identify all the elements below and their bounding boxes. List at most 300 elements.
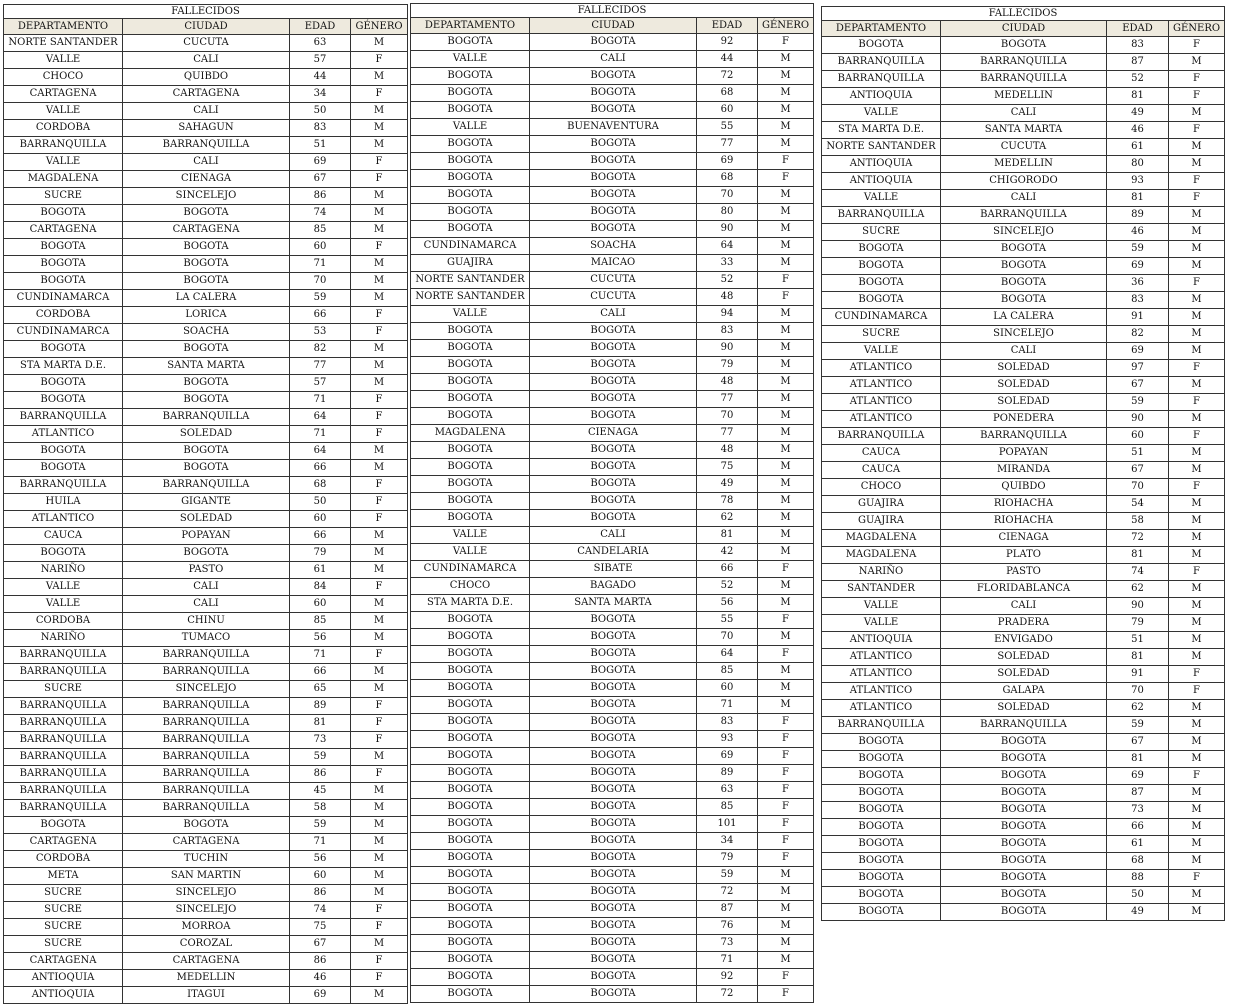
cell-genero: M: [351, 69, 408, 86]
table-row: [411, 34, 814, 51]
table-row: [411, 340, 814, 357]
cell-departamento: BOGOTA: [411, 476, 530, 493]
cell-ciudad: SOLEDAD: [941, 700, 1107, 717]
cell-edad: 62: [1107, 700, 1169, 717]
table-row: [822, 870, 1225, 887]
cell-ciudad: BOGOTA: [530, 816, 697, 833]
cell-edad: 60: [697, 102, 758, 119]
cell-departamento: BOGOTA: [411, 102, 530, 119]
cell-departamento: VALLE: [822, 598, 941, 615]
cell-genero: M: [351, 528, 408, 545]
cell-edad: 67: [1107, 377, 1169, 394]
cell-departamento: HUILA: [4, 494, 123, 511]
cell-departamento: CORDOBA: [4, 120, 123, 137]
cell-departamento: BOGOTA: [411, 340, 530, 357]
cell-departamento: BARRANQUILLA: [4, 409, 123, 426]
cell-genero: M: [351, 205, 408, 222]
table-row: [822, 564, 1225, 581]
cell-edad: 93: [1107, 173, 1169, 190]
cell-edad: 48: [697, 442, 758, 459]
table-row: [4, 324, 408, 341]
cell-departamento: MAGDALENA: [822, 547, 941, 564]
cell-genero: F: [758, 170, 814, 187]
table-row: [4, 205, 408, 222]
cell-ciudad: BARRANQUILLA: [123, 698, 290, 715]
cell-edad: 52: [697, 578, 758, 595]
cell-departamento: VALLE: [4, 596, 123, 613]
cell-ciudad: BARRANQUILLA: [941, 717, 1107, 734]
cell-departamento: BOGOTA: [822, 275, 941, 292]
cell-genero: F: [351, 324, 408, 341]
cell-departamento: BOGOTA: [411, 663, 530, 680]
cell-genero: M: [758, 102, 814, 119]
cell-departamento: BARRANQUILLA: [822, 717, 941, 734]
table-row: [411, 255, 814, 272]
cell-ciudad: SOACHA: [123, 324, 290, 341]
cell-edad: 81: [1107, 88, 1169, 105]
table-row: [4, 443, 408, 460]
cell-departamento: BOGOTA: [411, 408, 530, 425]
cell-genero: M: [758, 493, 814, 510]
cell-edad: 60: [290, 511, 351, 528]
cell-edad: 69: [1107, 768, 1169, 785]
table-title: FALLECIDOS: [822, 7, 1225, 21]
table-row: [411, 102, 814, 119]
cell-ciudad: QUIBDO: [941, 479, 1107, 496]
cell-genero: M: [758, 442, 814, 459]
cell-genero: M: [1169, 411, 1225, 428]
cell-genero: M: [1169, 904, 1225, 921]
cell-departamento: VALLE: [4, 52, 123, 69]
cell-departamento: BARRANQUILLA: [4, 732, 123, 749]
cell-edad: 71: [290, 392, 351, 409]
cell-ciudad: BOGOTA: [530, 986, 697, 1003]
cell-genero: M: [758, 187, 814, 204]
cell-departamento: NORTE SANTANDER: [411, 289, 530, 306]
cell-edad: 66: [697, 561, 758, 578]
cell-genero: M: [758, 629, 814, 646]
cell-genero: M: [351, 749, 408, 766]
cell-genero: F: [351, 970, 408, 987]
cell-genero: F: [758, 850, 814, 867]
table-row: [411, 850, 814, 867]
cell-departamento: ANTIOQUIA: [822, 88, 941, 105]
table-row: [822, 326, 1225, 343]
cell-ciudad: LORICA: [123, 307, 290, 324]
table-row: [4, 460, 408, 477]
cell-ciudad: BARRANQUILLA: [941, 71, 1107, 88]
table-row: [822, 258, 1225, 275]
cell-edad: 57: [290, 375, 351, 392]
table-row: [4, 409, 408, 426]
cell-genero: M: [1169, 887, 1225, 904]
cell-genero: M: [758, 578, 814, 595]
cell-ciudad: GALAPA: [941, 683, 1107, 700]
cell-departamento: NARIÑO: [822, 564, 941, 581]
col-header-departamento: DEPARTAMENTO: [411, 18, 530, 34]
table-row: [411, 714, 814, 731]
table-row: [4, 528, 408, 545]
cell-edad: 71: [290, 256, 351, 273]
cell-edad: 79: [697, 357, 758, 374]
cell-edad: 79: [290, 545, 351, 562]
cell-genero: F: [351, 511, 408, 528]
cell-genero: M: [758, 238, 814, 255]
cell-departamento: VALLE: [4, 154, 123, 171]
cell-ciudad: BOGOTA: [530, 374, 697, 391]
table-row: [411, 544, 814, 561]
cell-genero: F: [1169, 275, 1225, 292]
cell-ciudad: CARTAGENA: [123, 86, 290, 103]
fallecidos-table-2: [410, 3, 814, 1003]
table-row: [4, 256, 408, 273]
cell-ciudad: BARRANQUILLA: [123, 766, 290, 783]
cell-ciudad: BAGADO: [530, 578, 697, 595]
table-row: [411, 680, 814, 697]
cell-departamento: BARRANQUILLA: [4, 698, 123, 715]
cell-departamento: MAGDALENA: [411, 425, 530, 442]
cell-edad: 71: [290, 647, 351, 664]
cell-genero: M: [351, 443, 408, 460]
table-row: [411, 391, 814, 408]
cell-ciudad: BOGOTA: [530, 765, 697, 782]
cell-ciudad: CARTAGENA: [123, 953, 290, 970]
cell-departamento: SUCRE: [4, 885, 123, 902]
fallecidos-table-3: [821, 6, 1225, 921]
cell-ciudad: BARRANQUILLA: [123, 749, 290, 766]
cell-departamento: BOGOTA: [822, 751, 941, 768]
table-row: [4, 817, 408, 834]
cell-ciudad: TUCHIN: [123, 851, 290, 868]
cell-genero: M: [1169, 819, 1225, 836]
cell-departamento: VALLE: [822, 615, 941, 632]
table-row: [4, 426, 408, 443]
table-row: [411, 119, 814, 136]
cell-departamento: BOGOTA: [4, 392, 123, 409]
cell-departamento: SUCRE: [4, 936, 123, 953]
header-row: [822, 21, 1225, 37]
cell-ciudad: BOGOTA: [941, 819, 1107, 836]
cell-edad: 82: [1107, 326, 1169, 343]
cell-departamento: BOGOTA: [411, 680, 530, 697]
table-row: [411, 510, 814, 527]
table-row: [411, 187, 814, 204]
cell-genero: F: [758, 986, 814, 1003]
cell-ciudad: MORROA: [123, 919, 290, 936]
cell-edad: 49: [1107, 904, 1169, 921]
cell-ciudad: SINCELEJO: [941, 326, 1107, 343]
cell-ciudad: BOGOTA: [941, 258, 1107, 275]
cell-departamento: BOGOTA: [411, 969, 530, 986]
table-row: [411, 289, 814, 306]
cell-ciudad: CALI: [123, 52, 290, 69]
cell-ciudad: BOGOTA: [530, 85, 697, 102]
cell-departamento: ATLANTICO: [822, 394, 941, 411]
cell-departamento: ATLANTICO: [822, 411, 941, 428]
cell-departamento: BOGOTA: [411, 136, 530, 153]
cell-ciudad: CALI: [941, 598, 1107, 615]
cell-genero: F: [758, 782, 814, 799]
cell-departamento: SUCRE: [822, 326, 941, 343]
cell-ciudad: BOGOTA: [123, 375, 290, 392]
cell-departamento: BARRANQUILLA: [4, 715, 123, 732]
cell-ciudad: BARRANQUILLA: [123, 137, 290, 154]
table-title: FALLECIDOS: [411, 4, 814, 18]
cell-edad: 44: [290, 69, 351, 86]
cell-edad: 79: [1107, 615, 1169, 632]
cell-genero: F: [758, 816, 814, 833]
cell-genero: F: [351, 902, 408, 919]
cell-genero: M: [758, 527, 814, 544]
cell-departamento: NORTE SANTANDER: [822, 139, 941, 156]
cell-departamento: CAUCA: [822, 445, 941, 462]
cell-ciudad: BARRANQUILLA: [123, 664, 290, 681]
cell-ciudad: SOACHA: [530, 238, 697, 255]
cell-edad: 48: [697, 289, 758, 306]
cell-ciudad: CUCUTA: [530, 289, 697, 306]
table-row: [4, 273, 408, 290]
cell-edad: 70: [697, 408, 758, 425]
cell-genero: M: [1169, 734, 1225, 751]
cell-edad: 63: [290, 35, 351, 52]
cell-ciudad: BOGOTA: [941, 887, 1107, 904]
cell-genero: M: [1169, 377, 1225, 394]
cell-ciudad: SAHAGUN: [123, 120, 290, 137]
cell-genero: M: [1169, 343, 1225, 360]
cell-edad: 52: [1107, 71, 1169, 88]
table-row: [4, 358, 408, 375]
cell-edad: 86: [290, 188, 351, 205]
cell-genero: M: [758, 85, 814, 102]
cell-edad: 56: [697, 595, 758, 612]
cell-ciudad: BOGOTA: [941, 785, 1107, 802]
cell-genero: M: [758, 204, 814, 221]
cell-genero: M: [758, 221, 814, 238]
cell-departamento: ATLANTICO: [822, 666, 941, 683]
cell-edad: 67: [290, 936, 351, 953]
cell-ciudad: CALI: [941, 190, 1107, 207]
cell-edad: 55: [697, 612, 758, 629]
cell-ciudad: BOGOTA: [941, 904, 1107, 921]
cell-departamento: ATLANTICO: [4, 426, 123, 443]
table-row: [411, 782, 814, 799]
cell-departamento: GUAJIRA: [822, 513, 941, 530]
table-row: [411, 459, 814, 476]
table-row: [411, 476, 814, 493]
cell-genero: M: [758, 425, 814, 442]
cell-departamento: ATLANTICO: [822, 377, 941, 394]
cell-genero: F: [351, 732, 408, 749]
cell-edad: 77: [290, 358, 351, 375]
cell-edad: 68: [697, 170, 758, 187]
cell-edad: 66: [290, 307, 351, 324]
cell-genero: M: [758, 68, 814, 85]
cell-departamento: BOGOTA: [822, 292, 941, 309]
table-row: [822, 717, 1225, 734]
cell-genero: M: [351, 358, 408, 375]
table-row: [4, 596, 408, 613]
cell-ciudad: CALI: [530, 51, 697, 68]
cell-ciudad: CHINU: [123, 613, 290, 630]
table-row: [4, 545, 408, 562]
table-row: [822, 683, 1225, 700]
table-row: [822, 768, 1225, 785]
cell-ciudad: CALI: [123, 103, 290, 120]
table-row: [411, 272, 814, 289]
cell-ciudad: PRADERA: [941, 615, 1107, 632]
header-row: [411, 18, 814, 34]
table-row: [411, 629, 814, 646]
cell-genero: F: [351, 409, 408, 426]
cell-ciudad: FLORIDABLANCA: [941, 581, 1107, 598]
table-row: [411, 153, 814, 170]
table-row: [822, 292, 1225, 309]
cell-ciudad: BOGOTA: [530, 969, 697, 986]
cell-ciudad: BOGOTA: [530, 918, 697, 935]
cell-departamento: CARTAGENA: [4, 86, 123, 103]
cell-departamento: BOGOTA: [411, 952, 530, 969]
cell-ciudad: CALI: [530, 527, 697, 544]
cell-ciudad: BOGOTA: [530, 102, 697, 119]
cell-ciudad: BOGOTA: [530, 153, 697, 170]
cell-genero: M: [351, 103, 408, 120]
table-row: [4, 511, 408, 528]
table-row: [411, 901, 814, 918]
cell-ciudad: SOLEDAD: [941, 666, 1107, 683]
cell-genero: M: [351, 834, 408, 851]
cell-edad: 81: [290, 715, 351, 732]
cell-edad: 70: [290, 273, 351, 290]
table-row: [822, 547, 1225, 564]
cell-edad: 72: [697, 884, 758, 901]
table-row: [822, 445, 1225, 462]
cell-edad: 46: [1107, 122, 1169, 139]
table-row: [822, 734, 1225, 751]
cell-ciudad: BOGOTA: [941, 275, 1107, 292]
cell-genero: F: [1169, 428, 1225, 445]
table-row: [4, 239, 408, 256]
cell-edad: 64: [697, 238, 758, 255]
cell-edad: 89: [1107, 207, 1169, 224]
cell-genero: M: [1169, 156, 1225, 173]
table-row: [822, 394, 1225, 411]
table-row: [4, 392, 408, 409]
cell-ciudad: BOGOTA: [530, 629, 697, 646]
cell-genero: M: [1169, 530, 1225, 547]
cell-departamento: BOGOTA: [4, 443, 123, 460]
cell-genero: M: [1169, 224, 1225, 241]
cell-genero: F: [758, 799, 814, 816]
table-row: [411, 918, 814, 935]
cell-ciudad: BOGOTA: [530, 476, 697, 493]
cell-departamento: ANTIOQUIA: [4, 987, 123, 1004]
cell-genero: M: [351, 885, 408, 902]
cell-genero: M: [351, 868, 408, 885]
cell-edad: 91: [1107, 309, 1169, 326]
cell-edad: 61: [1107, 836, 1169, 853]
cell-genero: M: [351, 596, 408, 613]
cell-departamento: BOGOTA: [411, 816, 530, 833]
table-row: [411, 170, 814, 187]
cell-edad: 83: [290, 120, 351, 137]
cell-genero: F: [758, 765, 814, 782]
cell-genero: F: [758, 731, 814, 748]
cell-departamento: CUNDINAMARCA: [822, 309, 941, 326]
cell-ciudad: TUMACO: [123, 630, 290, 647]
cell-edad: 70: [697, 629, 758, 646]
cell-departamento: CARTAGENA: [4, 953, 123, 970]
cell-edad: 49: [697, 476, 758, 493]
cell-genero: F: [351, 52, 408, 69]
table-row: [411, 561, 814, 578]
cell-genero: M: [758, 952, 814, 969]
cell-genero: M: [758, 901, 814, 918]
cell-genero: M: [1169, 581, 1225, 598]
cell-edad: 81: [1107, 190, 1169, 207]
cell-ciudad: PASTO: [123, 562, 290, 579]
cell-departamento: CORDOBA: [4, 307, 123, 324]
table-row: [411, 493, 814, 510]
cell-genero: M: [758, 935, 814, 952]
cell-edad: 59: [697, 867, 758, 884]
table-row: [822, 530, 1225, 547]
cell-ciudad: BOGOTA: [123, 817, 290, 834]
table-row: [822, 887, 1225, 904]
table-row: [822, 360, 1225, 377]
cell-edad: 85: [290, 222, 351, 239]
cell-genero: M: [758, 595, 814, 612]
cell-ciudad: SOLEDAD: [941, 360, 1107, 377]
cell-edad: 83: [697, 323, 758, 340]
cell-departamento: CUNDINAMARCA: [4, 324, 123, 341]
cell-departamento: BOGOTA: [822, 241, 941, 258]
cell-ciudad: SANTA MARTA: [123, 358, 290, 375]
cell-genero: F: [1169, 122, 1225, 139]
cell-genero: M: [1169, 632, 1225, 649]
table-row: [822, 37, 1225, 54]
cell-genero: M: [1169, 258, 1225, 275]
cell-edad: 64: [697, 646, 758, 663]
cell-genero: M: [758, 476, 814, 493]
cell-edad: 71: [290, 834, 351, 851]
cell-edad: 55: [697, 119, 758, 136]
cell-ciudad: BOGOTA: [123, 205, 290, 222]
cell-ciudad: CIENAGA: [123, 171, 290, 188]
cell-departamento: BOGOTA: [822, 836, 941, 853]
cell-departamento: CHOCO: [411, 578, 530, 595]
table-row: [411, 816, 814, 833]
cell-genero: F: [1169, 394, 1225, 411]
cell-departamento: ATLANTICO: [822, 700, 941, 717]
cell-ciudad: PONEDERA: [941, 411, 1107, 428]
cell-genero: F: [758, 833, 814, 850]
table-row: [822, 207, 1225, 224]
cell-ciudad: RIOHACHA: [941, 496, 1107, 513]
cell-edad: 86: [290, 885, 351, 902]
cell-edad: 74: [1107, 564, 1169, 581]
cell-edad: 69: [1107, 343, 1169, 360]
table-row: [822, 173, 1225, 190]
cell-departamento: BARRANQUILLA: [4, 766, 123, 783]
cell-genero: M: [1169, 326, 1225, 343]
table-row: [4, 698, 408, 715]
cell-edad: 92: [697, 34, 758, 51]
table-row: [822, 275, 1225, 292]
table-row: [4, 647, 408, 664]
col-header-edad: EDAD: [1107, 21, 1169, 37]
cell-departamento: BARRANQUILLA: [822, 54, 941, 71]
cell-edad: 49: [1107, 105, 1169, 122]
